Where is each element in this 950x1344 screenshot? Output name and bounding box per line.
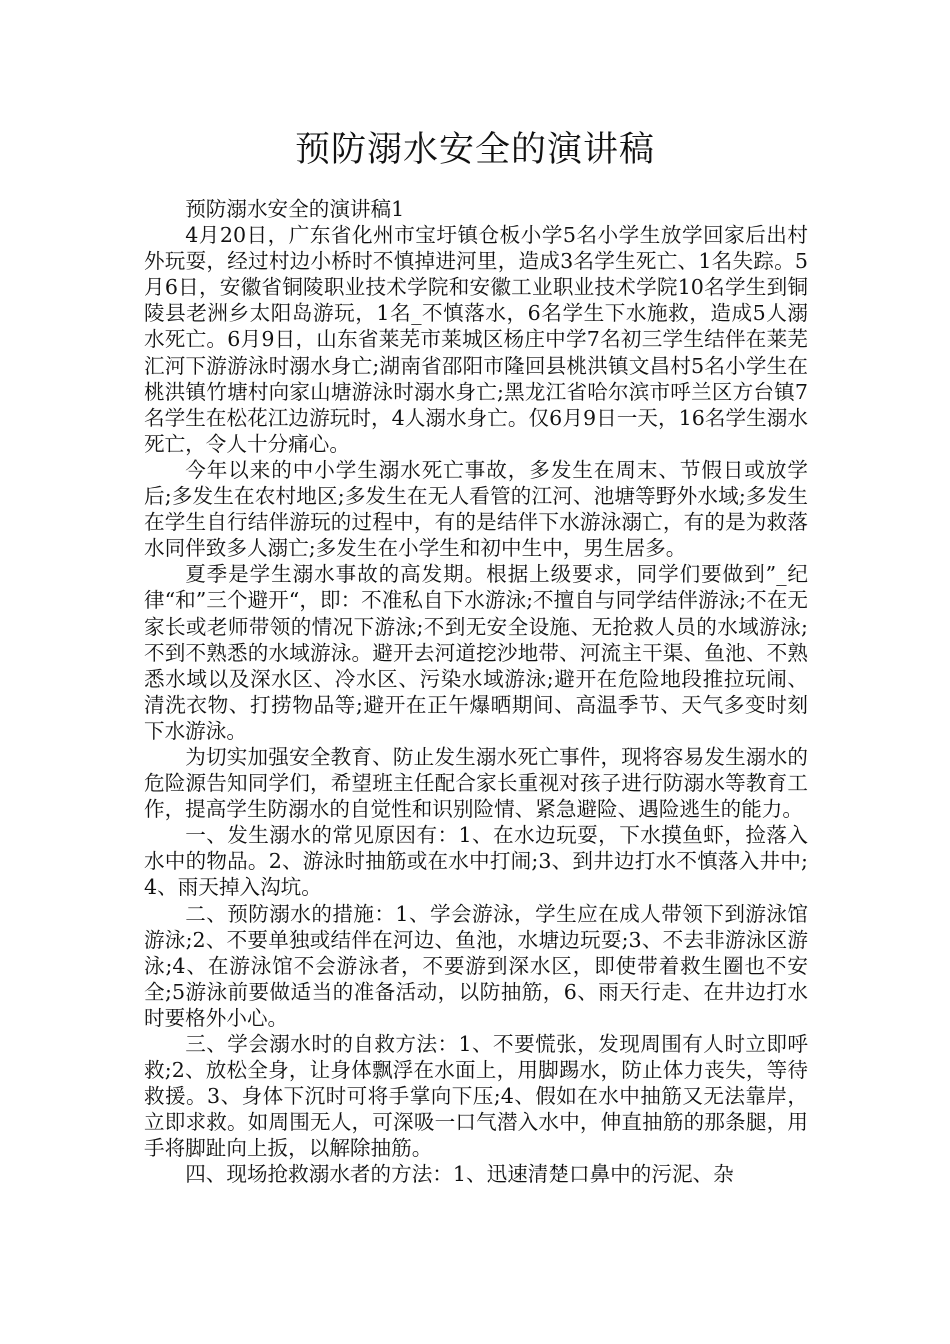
document-body: [144, 196, 808, 1188]
paragraph-safety-education: 为切实加强安全教育、防止发生溺水死亡事件，现将容易发生溺水的危险源告知同学们，希望班主任配合家长重视对孩子进行防溺水等教育工作，提高学生防溺水的自觉性和识别险情、紧急避险、遇险逃生的能力。: [144, 744, 808, 822]
paragraph-incidents: 4月20日，广东省化州市宝圩镇仓板小学5名小学生放学回家后出村外玩耍，经过村边小桥时不慎掉进河里，造成3名学生死亡、1名失踪。5月6日，安徽省铜陵职业技术学院和安徽工业职业技术学院10名学生到铜陵县老洲乡太阳岛游玩，1名_不慎落水，6名学生下水施救，造成5人溺水死亡。6月9日，山东省莱芜市莱城区杨庄中学7名初三学生结伴在莱芜汇河下游游泳时溺水身亡;湖南省邵阳市隆回县桃洪镇文昌村5名小学生在桃洪镇竹塘村向家山塘游泳时溺水身亡;黑龙江省哈尔滨市呼兰区方台镇7名学生在松花江边游玩时，4人溺水身亡。仅6月9日一天，16名学生溺水死亡，令人十分痛心。: [144, 223, 808, 456]
paragraph-summer-rules: 夏季是学生溺水事故的高发期。根据上级要求，同学们要做到”_纪律“和”三个避开“，即：不准私自下水游泳;不擅自与同学结伴游泳;不在无家长或老师带领的情况下游泳;不到无安全设施、无抢救人员的水域游泳;不到不熟悉的水域游泳。避开去河道挖沙地带、河流主干渠、鱼池、不熟悉水域以及深水区、冷水区、污染水域游泳;避开在危险地段推拉玩闹、清洗衣物、打捞物品等;避开在正午爆晒期间、高温季节、天气多变时刻下水游泳。: [144, 562, 808, 743]
paragraph-prevention: 二、预防溺水的措施：1、学会游泳，学生应在成人带领下到游泳馆游泳;2、不要单独或结伴在河边、鱼池，水塘边玩耍;3、不去非游泳区游泳;4、在游泳馆不会游泳者，不要游到深水区，即使带着救生圈也不安全;5游泳前要做适当的准备活动，以防抽筋，6、雨天行走、在井边打水时要格外小心。: [144, 901, 808, 1030]
paragraph-rescue-methods: 四、现场抢救溺水者的方法：1、迅速清楚口鼻中的污泥、杂: [185, 1162, 734, 1187]
document-title: 预防溺水安全的演讲稿: [294, 130, 655, 170]
paragraph-statistics: 今年以来的中小学生溺水死亡事故，多发生在周末、节假日或放学后;多发生在农村地区;多发生在无人看管的江河、池塘等野外水域;多发生在学生自行结伴游玩的过程中，有的是结伴下水游泳溺亡，有的是为救落水同伴致多人溺亡;多发生在小学生和初中生中，男生居多。: [144, 457, 808, 561]
paragraph-self-rescue: 三、学会溺水时的自救方法：1、不要慌张，发现周围有人时立即呼救;2、放松全身，让身体飘浮在水面上，用脚踢水，防止体力丧失，等待救援。3、身体下沉时可将手掌向下压;4、假如在水中抽筋又无法靠岸，立即求救。如周围无人，可深吸一口气潜入水中，伸直抽筋的那条腿，用手将脚趾向上扳，以解除抽筋。: [144, 1032, 808, 1161]
paragraph-causes: 一、发生溺水的常见原因有：1、在水边玩耍，下水摸鱼虾，捡落入水中的物品。2、游泳时抽筋或在水中打闹;3、到井边打水不慎落入井中;4、雨天掉入沟坑。: [144, 823, 808, 900]
paragraph-subtitle: 预防溺水安全的演讲稿1: [185, 197, 405, 221]
